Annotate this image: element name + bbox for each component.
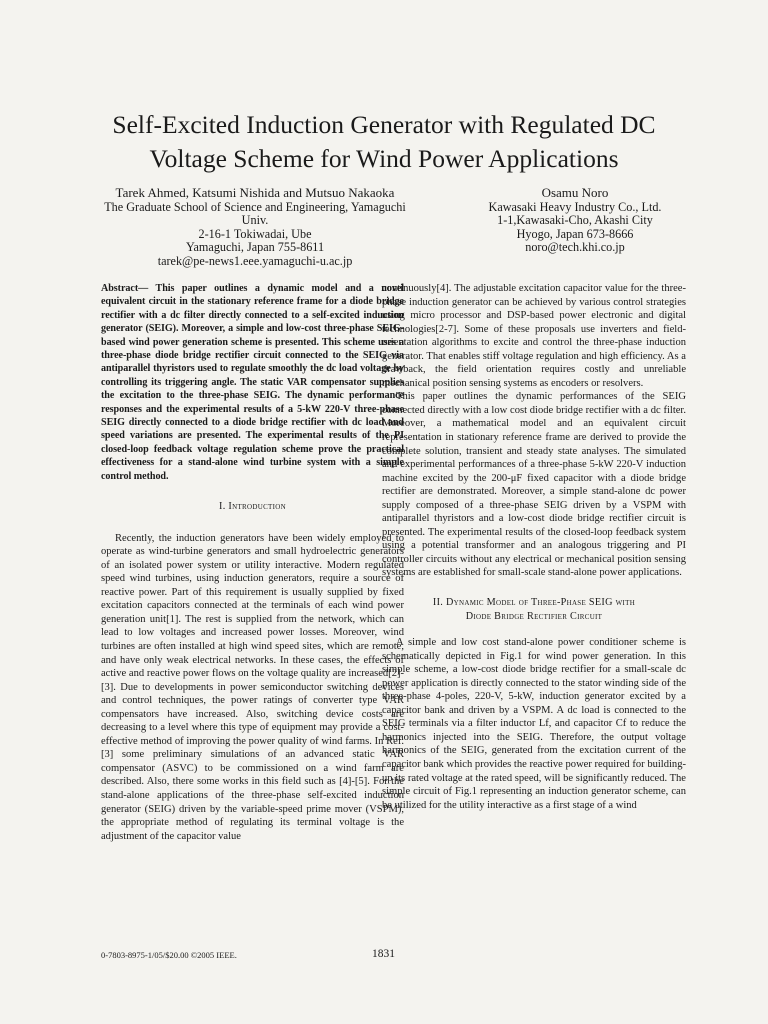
title-line-2: Voltage Scheme for Wind Power Applications	[149, 144, 619, 173]
author-names-left: Tarek Ahmed, Katsumi Nishida and Mutsuo Nakaoka	[115, 185, 395, 200]
author-block-right	[430, 186, 720, 255]
left-column	[101, 282, 404, 843]
affiliation-right-2: 1-1,Kawasaki-Cho, Akashi City	[497, 213, 653, 227]
section2-paragraph: A simple and low cost stand-alone power conditioner scheme is schematically depicted in Fig.1 for wind power generation. In this simple scheme, a low-cost diode bridge rectifier for a small-scale dc power application is directly connected to the stator winding side of the three-phase 4-poles, 220-V, 5-kW, induction generator excited by a capacitor bank and driven by a VSPM. A dc load is connected to the SEIG terminals via a filter inductor Lf, and capacitor Cf to reduce the harmonics injected into the SEIG. Therefore, the output voltage harmonics of the SEIG, generated from the excitation current of the capacitor bank which provides the reactive power required for building-up its rated voltage at the rated speed, will be significantly reduced. The simple circuit of Fig.1 representing an induction generator scheme, can be utilized for the utility interactive as a first stage of a wind	[382, 637, 686, 811]
introduction-paragraph: Recently, the induction generators have been widely employed to operate as wind-turbine generators and small hydroelectric generators of an isolated power system or utility interactive. Modern regulated speed wind turbines, using induction generators, require a source of reactive power. Part of this requirement is usually supplied by fixed excitation capacitors connected at the terminals of each wind power generation unit[1]. The rest is supplied from the network, which can lead to low voltages and increased power losses. Moreover, wind turbines are often installed at high wind speed sites, which are remote, and have only weak electrical networks. In these cases, the effects of active and reactive power flows on the voltage quality are increased[2]-[3]. Due to developments in power semiconductor switching devices and control techniques, the power ratings of converter type VAR compensators have increased. Also, switching device costs are decreasing to a level where this type of equipment may provide a cost-effective method of improving the power quality of wind farms. In Ref. [3] some preliminary simulations of an advanced static VAR compensator (ASVC) to be commissioned on a wind farm are described. Also, there some works in this field such as [4]-[5]. For the stand-alone applications of the three-phase self-excited induction generator (SEIG) driven by the variable-speed prime mover (VSPM), the appropriate method of regulating its terminal voltage is the adjustment of the capacitor value	[101, 532, 404, 842]
page-number: 1831	[372, 948, 395, 960]
copyright-line: 0-7803-8975-1/05/$20.00 ©2005 IEEE.	[101, 950, 237, 960]
right-paragraph-2: This paper outlines the dynamic performances of the SEIG connected directly with a low cost diode bridge rectifier with a dc filter. Moreover, a mathematical model and an equivalent circuit representation in stationary reference frame are derived to provide the complete solution, transient and steady state analyses. The simulated and experimental performances of a three-phase 5-kW 220-V induction machine excited by the 200-μF fixed capacitor with a diode bridge rectifier are demonstrated. Moreover, a simple stand-alone dc power supply composed of a three-phase SEIG driven by a VSPM with antiparallel thyristors and a low-cost diode bridge rectifier circuit is presented. The experimental results of the closed-loop feedback system using a potential transformer and an analogous triggering and PI controller circuits without any electrical or mechanical position sensing systems are established for small-scale stand-alone power applications.	[382, 391, 686, 579]
abstract: Abstract— This paper outlines a dynamic model and a novel equivalent circuit in the stationary reference frame for a diode bridge rectifier with a dc filter directly connected to a self-excited induction generator (SEIG). Moreover, a simple and low-cost three-phase SEIG-based wind power generation scheme is presented. This scheme uses a three-phase diode bridge rectifier circuit connected to the SEIG via antiparallel thyristors used to regulate smoothly the dc load voltage by controlling its triggering angle. The static VAR compensator supplies the excitation to the three-phase SEIG. The dynamic performance responses and the experimental results of a 5-kW 220-V three-phase SEIG directly connected to a diode bridge rectifier with dc load and speed variations are presented. The experimental results of the PI closed-loop feedback voltage regulation scheme prove the practical effectiveness for a stand-alone wind turbine system with a simple control method.	[101, 283, 404, 482]
author-block-left	[90, 186, 420, 268]
section-heading-2-line-1: II. Dynamic Model of Three-Phase SEIG with	[432, 597, 636, 609]
title-line-1: Self-Excited Induction Generator with Regulated DC	[112, 110, 656, 139]
email-left: tarek@pe-news1.eee.yamaguchi-u.ac.jp	[157, 253, 353, 268]
right-paragraph-1: continuously[4]. The adjustable excitation capacitor value for the three-phase induction generator can be achieved by various control strategies using micro processor and DSP-based power electronic and digital technologies[2-7]. Some of these proposals use inverters and field-orientation algorithms to excite and control the three-phase induction generator. That enables stiff voltage regulation and high efficiency. As a drawback, the field orientation requires costly and unreliable mechanical position sensing systems as encoders or resolvers.	[382, 283, 686, 389]
section-heading-2-line-2: Diode Bridge Rectifier Circuit	[465, 610, 603, 622]
email-right: noro@tech.khi.co.jp	[525, 240, 625, 254]
author-names-right: Osamu Noro	[541, 185, 609, 200]
section-heading-introduction: I. Introduction	[219, 501, 286, 513]
affiliation-left-2: 2-16-1 Tokiwadai, Ube	[198, 226, 312, 241]
right-column	[382, 282, 686, 812]
affiliation-right-3: Hyogo, Japan 673-8666	[516, 226, 634, 241]
affiliation-right-1: Kawasaki Heavy Industry Co., Ltd.	[488, 199, 662, 214]
affiliation-left-3: Yamaguchi, Japan 755-8611	[185, 240, 325, 254]
affiliation-left-1: The Graduate School of Science and Engineering, Yamaguchi Univ.	[104, 199, 406, 227]
paper-title	[60, 108, 708, 176]
section-heading-dynamic-model	[382, 596, 686, 623]
